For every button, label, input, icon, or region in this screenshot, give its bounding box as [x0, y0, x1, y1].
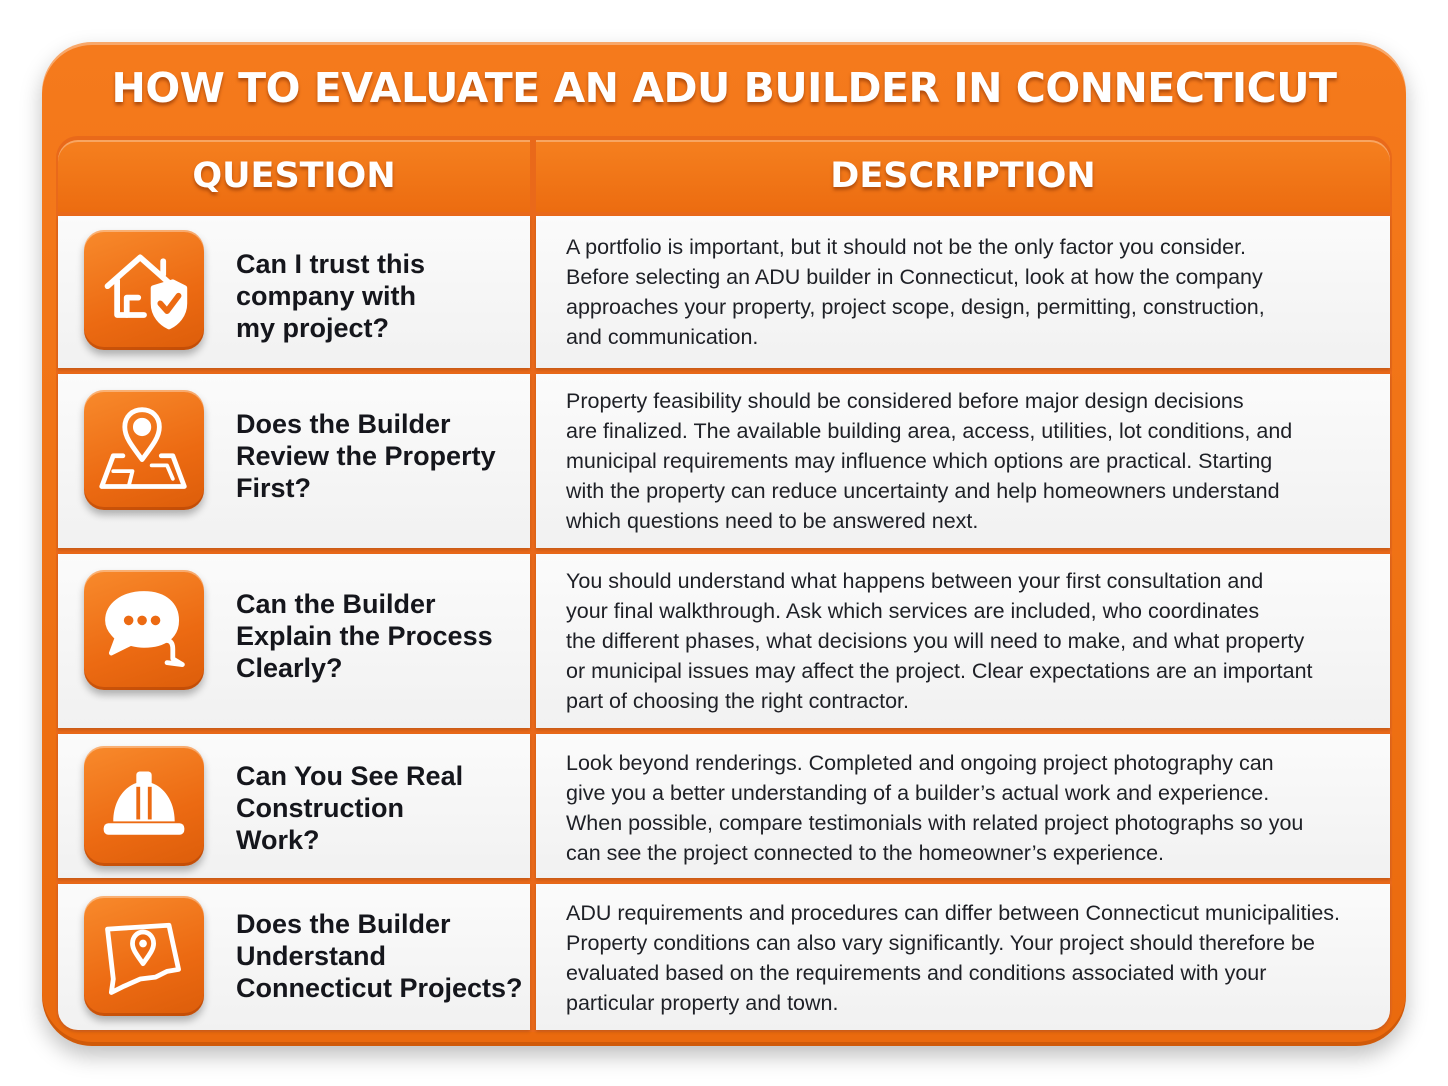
question-text: Can the Builder Explain the Process Clearly? — [236, 589, 493, 683]
question-text: Can You See Real Construction Work? — [236, 761, 464, 855]
house-shield-check-icon — [84, 230, 204, 350]
hard-hat-icon — [84, 746, 204, 866]
connecticut-map-pin-icon — [84, 896, 204, 1016]
column-header-question: QUESTION — [58, 140, 530, 212]
question-text: Does the Builder Review the Property First? — [236, 409, 496, 503]
table-row — [58, 374, 1390, 548]
column-header-description: DESCRIPTION — [536, 140, 1390, 212]
page-title: HOW TO EVALUATE AN ADU BUILDER IN CONNECTICUT — [111, 64, 1337, 112]
description-cell — [536, 884, 1390, 1030]
question-cell — [58, 734, 530, 878]
description-cell — [536, 374, 1390, 548]
map-pin-icon — [84, 390, 204, 510]
question-text: Does the Builder Understand Connecticut Projects? — [236, 909, 523, 1003]
description-cell — [536, 216, 1390, 368]
description-cell — [536, 734, 1390, 878]
table-row — [58, 554, 1390, 728]
table-row — [58, 216, 1390, 368]
table-row — [58, 884, 1390, 1030]
question-cell — [58, 884, 530, 1030]
question-cell — [58, 554, 530, 728]
description-text: Property feasibility should be considered before major design decisions are finalized. The available building area, access, utilities, lot conditions, and municipal requirements may influence which options are practical. Starting with the property can reduce uncertainty and help homeowners understand which questions need to be answered next. — [566, 389, 1293, 533]
description-text: Look beyond renderings. Completed and ongoing project photography can give you a better understanding of a builder’s actual work and experience. When possible, compare testimonials with related project photographs so you can see the project connected to the homeowner’s experience. — [566, 751, 1304, 865]
table-row — [58, 734, 1390, 878]
description-text: A portfolio is important, but it should not be the only factor you consider. Before selecting an ADU builder in Connecticut, look at how the company approaches your property, project scope, design, permitting, construction, and communication. — [566, 235, 1265, 349]
question-text: Can I trust this company with my project? — [236, 249, 426, 343]
question-cell — [58, 374, 530, 548]
description-text: ADU requirements and procedures can differ between Connecticut municipalities. Property conditions can also vary significantly. Your project should therefore be evaluated based on the requirements and conditions associated with your particular property and town. — [566, 901, 1341, 1015]
question-cell — [58, 216, 530, 368]
description-cell — [536, 554, 1390, 728]
description-text: You should understand what happens between your first consultation and your final walkthrough. Ask which services are included, who coordinates the different phases, what decisions you will need to make, and what property or municipal issues may affect the project. Clear expectations are an important part of choosing the right contractor. — [566, 569, 1313, 713]
chat-bubbles-icon — [84, 570, 204, 690]
